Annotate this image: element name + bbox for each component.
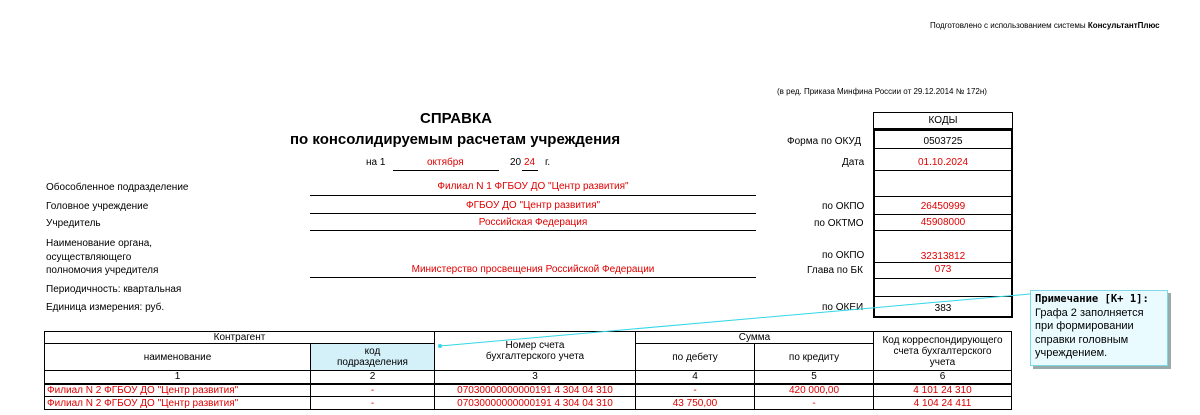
organ-value: Министерство просвещения Российской Федерации bbox=[411, 264, 655, 275]
header-debit: по дебету bbox=[636, 344, 755, 371]
okei-value: 383 bbox=[934, 303, 952, 314]
okud-label: Форма по ОКУД bbox=[787, 136, 862, 147]
cell-corr-account: 4 104 24 411 bbox=[874, 397, 1012, 410]
prepared-brand: КонсультантПлюс bbox=[1087, 21, 1160, 30]
page-subtitle: по консолидируемым расчетам учреждения bbox=[290, 131, 621, 148]
date-label: Дата bbox=[842, 157, 865, 168]
header-sum: Сумма bbox=[636, 332, 874, 344]
date-value: 01.10.2024 bbox=[917, 157, 969, 168]
date-suffix: г. bbox=[545, 157, 551, 168]
cell-debit: - bbox=[636, 384, 755, 397]
cell-credit: 420 000,00 bbox=[755, 384, 874, 397]
date-month: октября bbox=[427, 157, 464, 168]
col-number: 2 bbox=[311, 371, 435, 384]
date-year: 24 bbox=[524, 157, 536, 168]
col-number: 6 bbox=[874, 371, 1012, 384]
subdivision-value: Филиал N 1 ФГБОУ ДО "Центр развития" bbox=[437, 181, 629, 192]
date-year-prefix: 20 bbox=[510, 157, 522, 168]
glava-value: 073 bbox=[934, 264, 952, 275]
header-division-code: код подразделения bbox=[311, 344, 435, 371]
period-label: Периодичность: квартальная bbox=[46, 284, 182, 295]
codes-header: КОДЫ bbox=[873, 112, 1013, 129]
revision-note: (в ред. Приказа Минфина России от 29.12.2014 № 172н) bbox=[777, 87, 987, 96]
cell-name: Филиал N 2 ФГБОУ ДО "Центр развития" bbox=[45, 384, 311, 397]
note-title: Примечание [K+ 1]: bbox=[1035, 293, 1149, 305]
header-corr-account: Код корреспондирующего счета бухгалтерского учета bbox=[874, 332, 1012, 371]
col-number: 5 bbox=[755, 371, 874, 384]
cell-account: 07030000000000191 4 304 04 310 bbox=[435, 384, 636, 397]
organ-label-line: полномочия учредителя bbox=[46, 265, 159, 276]
note-connector-line bbox=[440, 294, 1030, 346]
comment-note[interactable] bbox=[1030, 290, 1168, 366]
col-number: 3 bbox=[435, 371, 636, 384]
organ-label-line: Наименование органа, bbox=[46, 238, 153, 249]
head-label: Головное учреждение bbox=[46, 201, 149, 212]
cell-division-code: - bbox=[311, 397, 435, 410]
unit-label: Единица измерения: руб. bbox=[46, 302, 165, 313]
header-account: Номер счета бухгалтерского учета bbox=[435, 332, 636, 371]
col-number: 1 bbox=[45, 371, 311, 384]
cell-name: Филиал N 2 ФГБОУ ДО "Центр развития" bbox=[45, 397, 311, 410]
prepared-prefix: Подготовлено с использованием системы bbox=[930, 21, 1086, 30]
date-prefix: на 1 bbox=[366, 157, 386, 168]
cell-credit: - bbox=[755, 397, 874, 410]
okpo-value-2: 32313812 bbox=[920, 251, 966, 262]
cell-corr-account: 4 101 24 310 bbox=[874, 384, 1012, 397]
page-title: СПРАВКА bbox=[420, 110, 492, 127]
cell-debit: 43 750,00 bbox=[636, 397, 755, 410]
subdivision-label: Обособленное подразделение bbox=[46, 182, 189, 193]
cell-account: 07030000000000191 4 304 04 310 bbox=[435, 397, 636, 410]
founder-label: Учредитель bbox=[46, 218, 101, 229]
founder-value: Российская Федерация bbox=[478, 217, 588, 228]
header-contragent: Контрагент bbox=[45, 332, 435, 344]
oktmo-value: 45908000 bbox=[920, 217, 966, 228]
header-name: наименование bbox=[45, 344, 311, 371]
note-body: Графа 2 заполняется при формировании справки головным учреждением. bbox=[1035, 306, 1144, 359]
okei-label: по ОКЕИ bbox=[822, 302, 864, 313]
header-credit: по кредиту bbox=[755, 344, 874, 371]
oktmo-label: по ОКТМО bbox=[814, 218, 864, 229]
okud-value: 0503725 bbox=[923, 136, 963, 147]
okpo-label-1: по ОКПО bbox=[822, 201, 865, 212]
head-value: ФГБОУ ДО "Центр развития" bbox=[465, 200, 601, 211]
note-connector-dot bbox=[438, 344, 442, 348]
organ-label-line: осуществляющего bbox=[46, 251, 132, 263]
okpo-label-2: по ОКПО bbox=[822, 250, 865, 261]
okpo-value-1: 26450999 bbox=[920, 201, 966, 212]
glava-label: Глава по БК bbox=[807, 265, 863, 276]
cell-division-code: - bbox=[311, 384, 435, 397]
col-number: 4 bbox=[636, 371, 755, 384]
